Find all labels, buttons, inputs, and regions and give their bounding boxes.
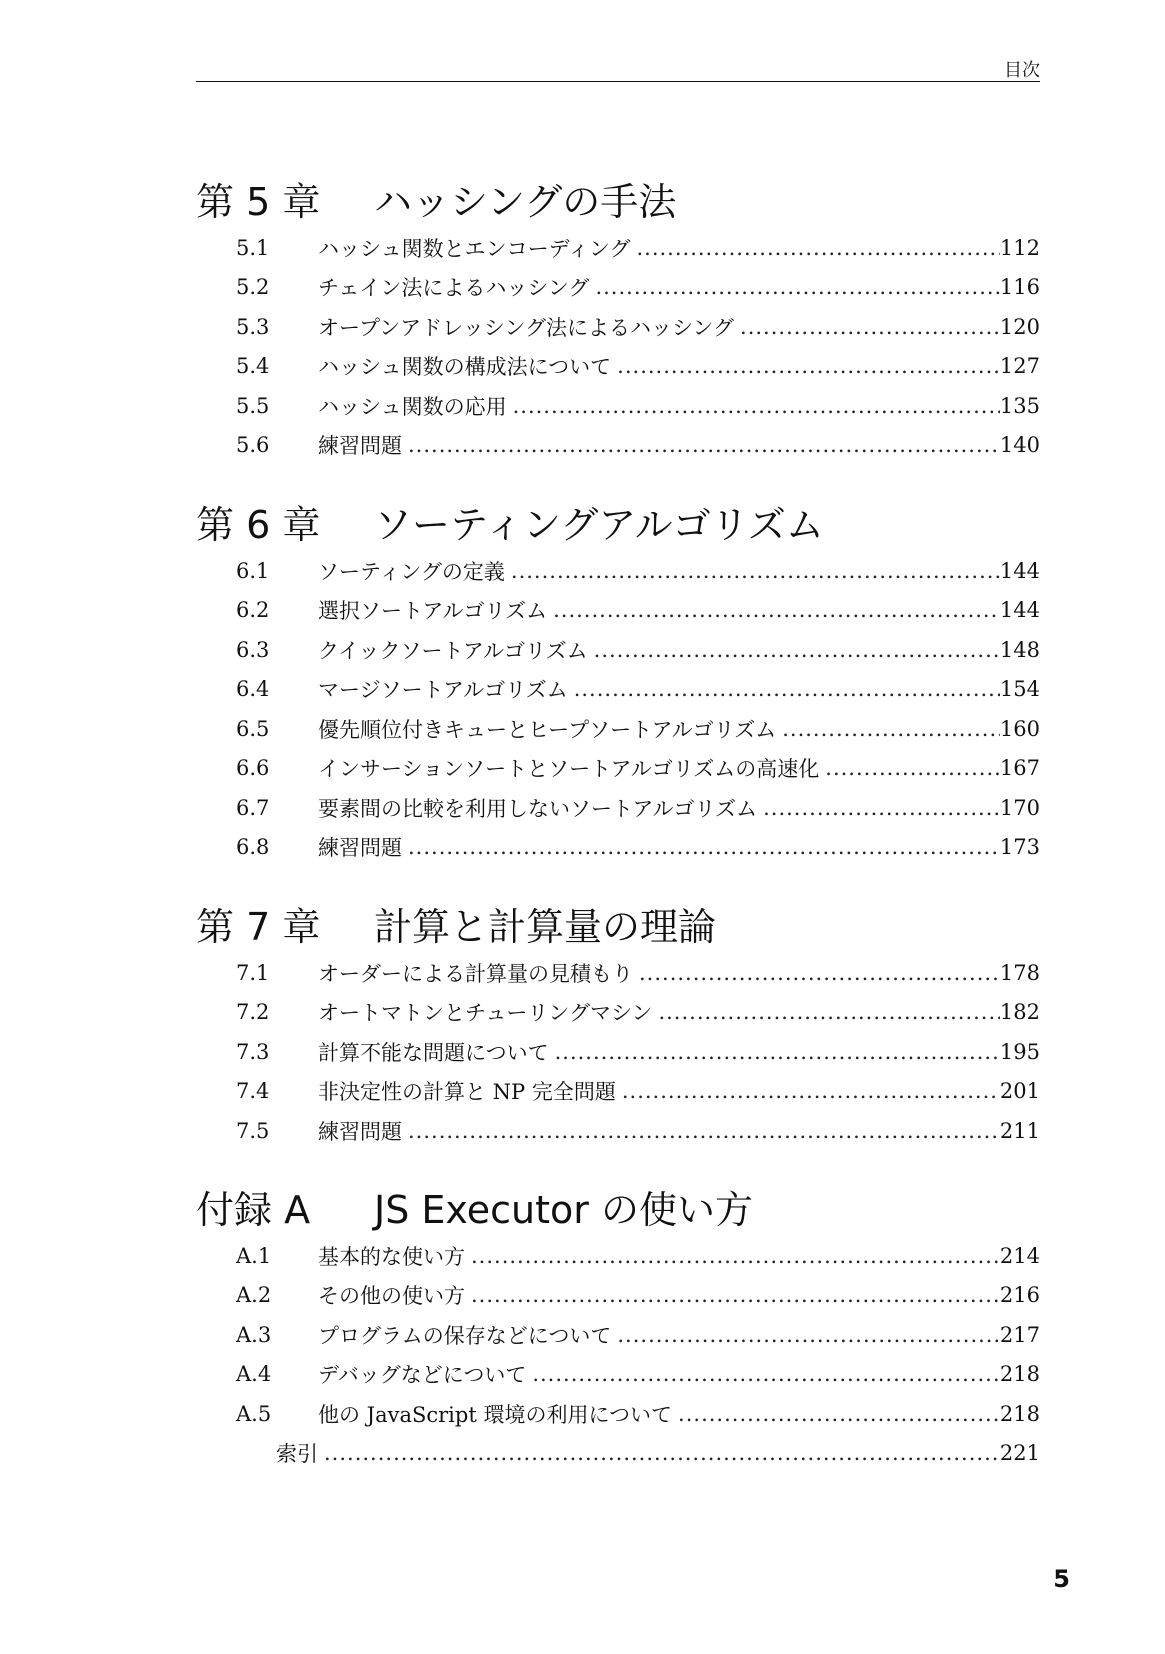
dot-leader	[507, 394, 1000, 418]
toc-entry[interactable]	[196, 1315, 1040, 1355]
section-number: 6.3	[236, 637, 270, 662]
page-number: 135	[999, 393, 1040, 418]
section-number: 6.7	[236, 795, 270, 820]
section-title: 計算不能な問題について	[318, 1040, 549, 1065]
chapter-title: JS Executor の使い方	[374, 1187, 753, 1232]
toc-entry[interactable]	[196, 591, 1040, 631]
section-title: インサーションソートとソートアルゴリズムの高速化	[318, 757, 820, 782]
section-number: 5.1	[236, 235, 270, 260]
page-number: 211	[999, 1118, 1040, 1143]
running-head: 目次	[1004, 60, 1040, 81]
toc-entry-index[interactable]	[196, 1434, 1040, 1474]
page-number: 116	[999, 275, 1040, 300]
page-number: 173	[999, 835, 1040, 860]
toc-entry[interactable]	[196, 426, 1040, 466]
section-number: 5.3	[236, 314, 270, 339]
section-number: 6.8	[236, 835, 270, 860]
section-number: A.4	[236, 1362, 272, 1387]
toc-entry[interactable]	[196, 749, 1040, 789]
section-number: 6.1	[236, 558, 270, 583]
dot-leader	[526, 1362, 1000, 1386]
toc-entry[interactable]	[196, 1355, 1040, 1395]
toc-entry[interactable]	[196, 551, 1040, 591]
toc-entry[interactable]	[196, 386, 1040, 426]
page-number: 154	[999, 677, 1040, 702]
section-title: プログラムの保存などについて	[318, 1323, 612, 1348]
header-rule	[196, 81, 1040, 82]
section-title: オープンアドレッシング法によるハッシング	[318, 315, 735, 340]
section-title: チェイン法によるハッシング	[318, 276, 590, 301]
dot-leader	[402, 433, 1000, 457]
toc-entry[interactable]	[196, 788, 1040, 828]
page-number: 148	[999, 637, 1040, 662]
section-title: 要素間の比較を利用しないソートアルゴリズム	[318, 796, 758, 821]
page-number: 221	[999, 1441, 1040, 1466]
toc-entry[interactable]	[196, 709, 1040, 749]
dot-leader	[465, 1244, 1000, 1268]
section-number: 7.4	[236, 1079, 270, 1104]
page-number: 217	[999, 1322, 1040, 1347]
toc-entry[interactable]	[196, 347, 1040, 387]
section-title: ハッシュ関数の応用	[318, 394, 507, 419]
section-number: A.1	[236, 1243, 272, 1268]
toc-entry[interactable]	[196, 828, 1040, 868]
section-title: その他の使い方	[318, 1284, 465, 1309]
dot-leader	[402, 1119, 1000, 1143]
section-number: 5.5	[236, 393, 270, 418]
page-number: 218	[999, 1362, 1040, 1387]
index-title: 索引	[276, 1442, 318, 1467]
page-number: 170	[999, 795, 1040, 820]
chapter-heading	[196, 168, 1040, 228]
section-number: 6.5	[236, 716, 270, 741]
dot-leader	[734, 315, 1000, 339]
toc-entry[interactable]	[196, 1032, 1040, 1072]
toc-entry[interactable]	[196, 1111, 1040, 1151]
section-title: ハッシュ関数とエンコーディング	[318, 236, 631, 261]
dot-leader	[611, 1323, 1000, 1347]
chapter-title: ハッシングの手法	[374, 179, 677, 224]
page-number: 201	[999, 1079, 1040, 1104]
toc-entry[interactable]	[196, 1276, 1040, 1316]
section-title: オーダーによる計算量の見積もり	[318, 961, 633, 986]
dot-leader	[633, 961, 1000, 985]
section-title: 練習問題	[318, 836, 402, 861]
chapter-title: 計算と計算量の理論	[374, 904, 717, 949]
page-number: 160	[999, 716, 1040, 741]
dot-leader	[672, 1402, 1000, 1426]
dot-leader	[589, 275, 999, 299]
section-number: 6.6	[236, 756, 270, 781]
chapter-heading	[196, 491, 1040, 551]
section-title: 練習問題	[318, 434, 402, 459]
toc-entry[interactable]	[196, 1072, 1040, 1112]
page-number: 140	[999, 433, 1040, 458]
toc-entry[interactable]	[196, 268, 1040, 308]
toc-entry[interactable]	[196, 1394, 1040, 1434]
page-number: 127	[999, 354, 1040, 379]
toc-entry[interactable]	[196, 993, 1040, 1033]
dot-leader	[776, 717, 1000, 741]
section-title: オートマトンとチューリングマシン	[318, 1001, 653, 1026]
page-number: 178	[999, 960, 1040, 985]
folio-page-number: 5	[1053, 1565, 1070, 1593]
section-title: 他の JavaScript 環境の利用について	[318, 1402, 673, 1427]
page-number: 218	[999, 1401, 1040, 1426]
chapter-label: 付録 A	[196, 1187, 311, 1232]
section-title: ソーティングの定義	[318, 559, 505, 584]
page-number: 112	[999, 235, 1040, 260]
page-number: 144	[999, 558, 1040, 583]
dot-leader	[547, 598, 1000, 622]
page-number: 167	[999, 756, 1040, 781]
section-number: 7.3	[236, 1039, 270, 1064]
page-number: 144	[999, 598, 1040, 623]
chapter-7	[196, 893, 1040, 1151]
toc-entry[interactable]	[196, 670, 1040, 710]
section-title: ハッシュ関数の構成法について	[318, 355, 612, 380]
toc-entry[interactable]	[196, 953, 1040, 993]
page-number: 182	[999, 1000, 1040, 1025]
section-title: 非決定性の計算と NP 完全問題	[318, 1080, 616, 1105]
dot-leader	[757, 796, 1000, 820]
chapter-label: 第 6 章	[196, 502, 321, 547]
dot-leader	[505, 559, 1000, 583]
section-title: 基本的な使い方	[318, 1244, 465, 1269]
toc-entry[interactable]	[196, 307, 1040, 347]
toc-entry[interactable]	[196, 228, 1040, 268]
dot-leader	[549, 1040, 1000, 1064]
chapter-heading	[196, 893, 1040, 953]
section-title: 優先順位付きキューとヒープソートアルゴリズム	[318, 717, 777, 742]
toc-entry[interactable]	[196, 1236, 1040, 1276]
chapter-title: ソーティングアルゴリズム	[374, 502, 824, 547]
chapter-label: 第 7 章	[196, 904, 321, 949]
section-number: 7.5	[236, 1118, 270, 1143]
section-title: 選択ソートアルゴリズム	[318, 599, 548, 624]
toc-entry[interactable]	[196, 630, 1040, 670]
section-number: A.3	[236, 1322, 272, 1347]
dot-leader	[616, 1079, 1000, 1103]
dot-leader	[402, 835, 1000, 859]
page-number: 120	[999, 314, 1040, 339]
section-number: 7.1	[236, 960, 270, 985]
section-number: 7.2	[236, 1000, 270, 1025]
section-number: A.2	[236, 1283, 272, 1308]
dot-leader	[652, 1000, 999, 1024]
dot-leader	[568, 677, 1000, 701]
dot-leader	[630, 236, 999, 260]
dot-leader	[819, 756, 1000, 780]
section-number: 6.2	[236, 598, 270, 623]
section-number: 5.4	[236, 354, 270, 379]
dot-leader	[465, 1283, 1000, 1307]
dot-leader	[588, 638, 1000, 662]
dot-leader	[318, 1441, 1000, 1465]
section-number: A.5	[236, 1401, 272, 1426]
page-number: 214	[999, 1243, 1040, 1268]
section-title: マージソートアルゴリズム	[318, 678, 568, 703]
section-number: 5.2	[236, 275, 270, 300]
section-title: クイックソートアルゴリズム	[318, 638, 588, 663]
chapter-6	[196, 491, 1040, 867]
appendix-a	[196, 1176, 1040, 1473]
section-number: 6.4	[236, 677, 270, 702]
section-title: 練習問題	[318, 1119, 402, 1144]
chapter-5	[196, 168, 1040, 465]
page-number: 195	[999, 1039, 1040, 1064]
chapter-heading	[196, 1176, 1040, 1236]
page-number: 216	[999, 1283, 1040, 1308]
section-title: デバッグなどについて	[318, 1363, 527, 1388]
chapter-label: 第 5 章	[196, 179, 321, 224]
dot-leader	[611, 354, 1000, 378]
section-number: 5.6	[236, 433, 270, 458]
